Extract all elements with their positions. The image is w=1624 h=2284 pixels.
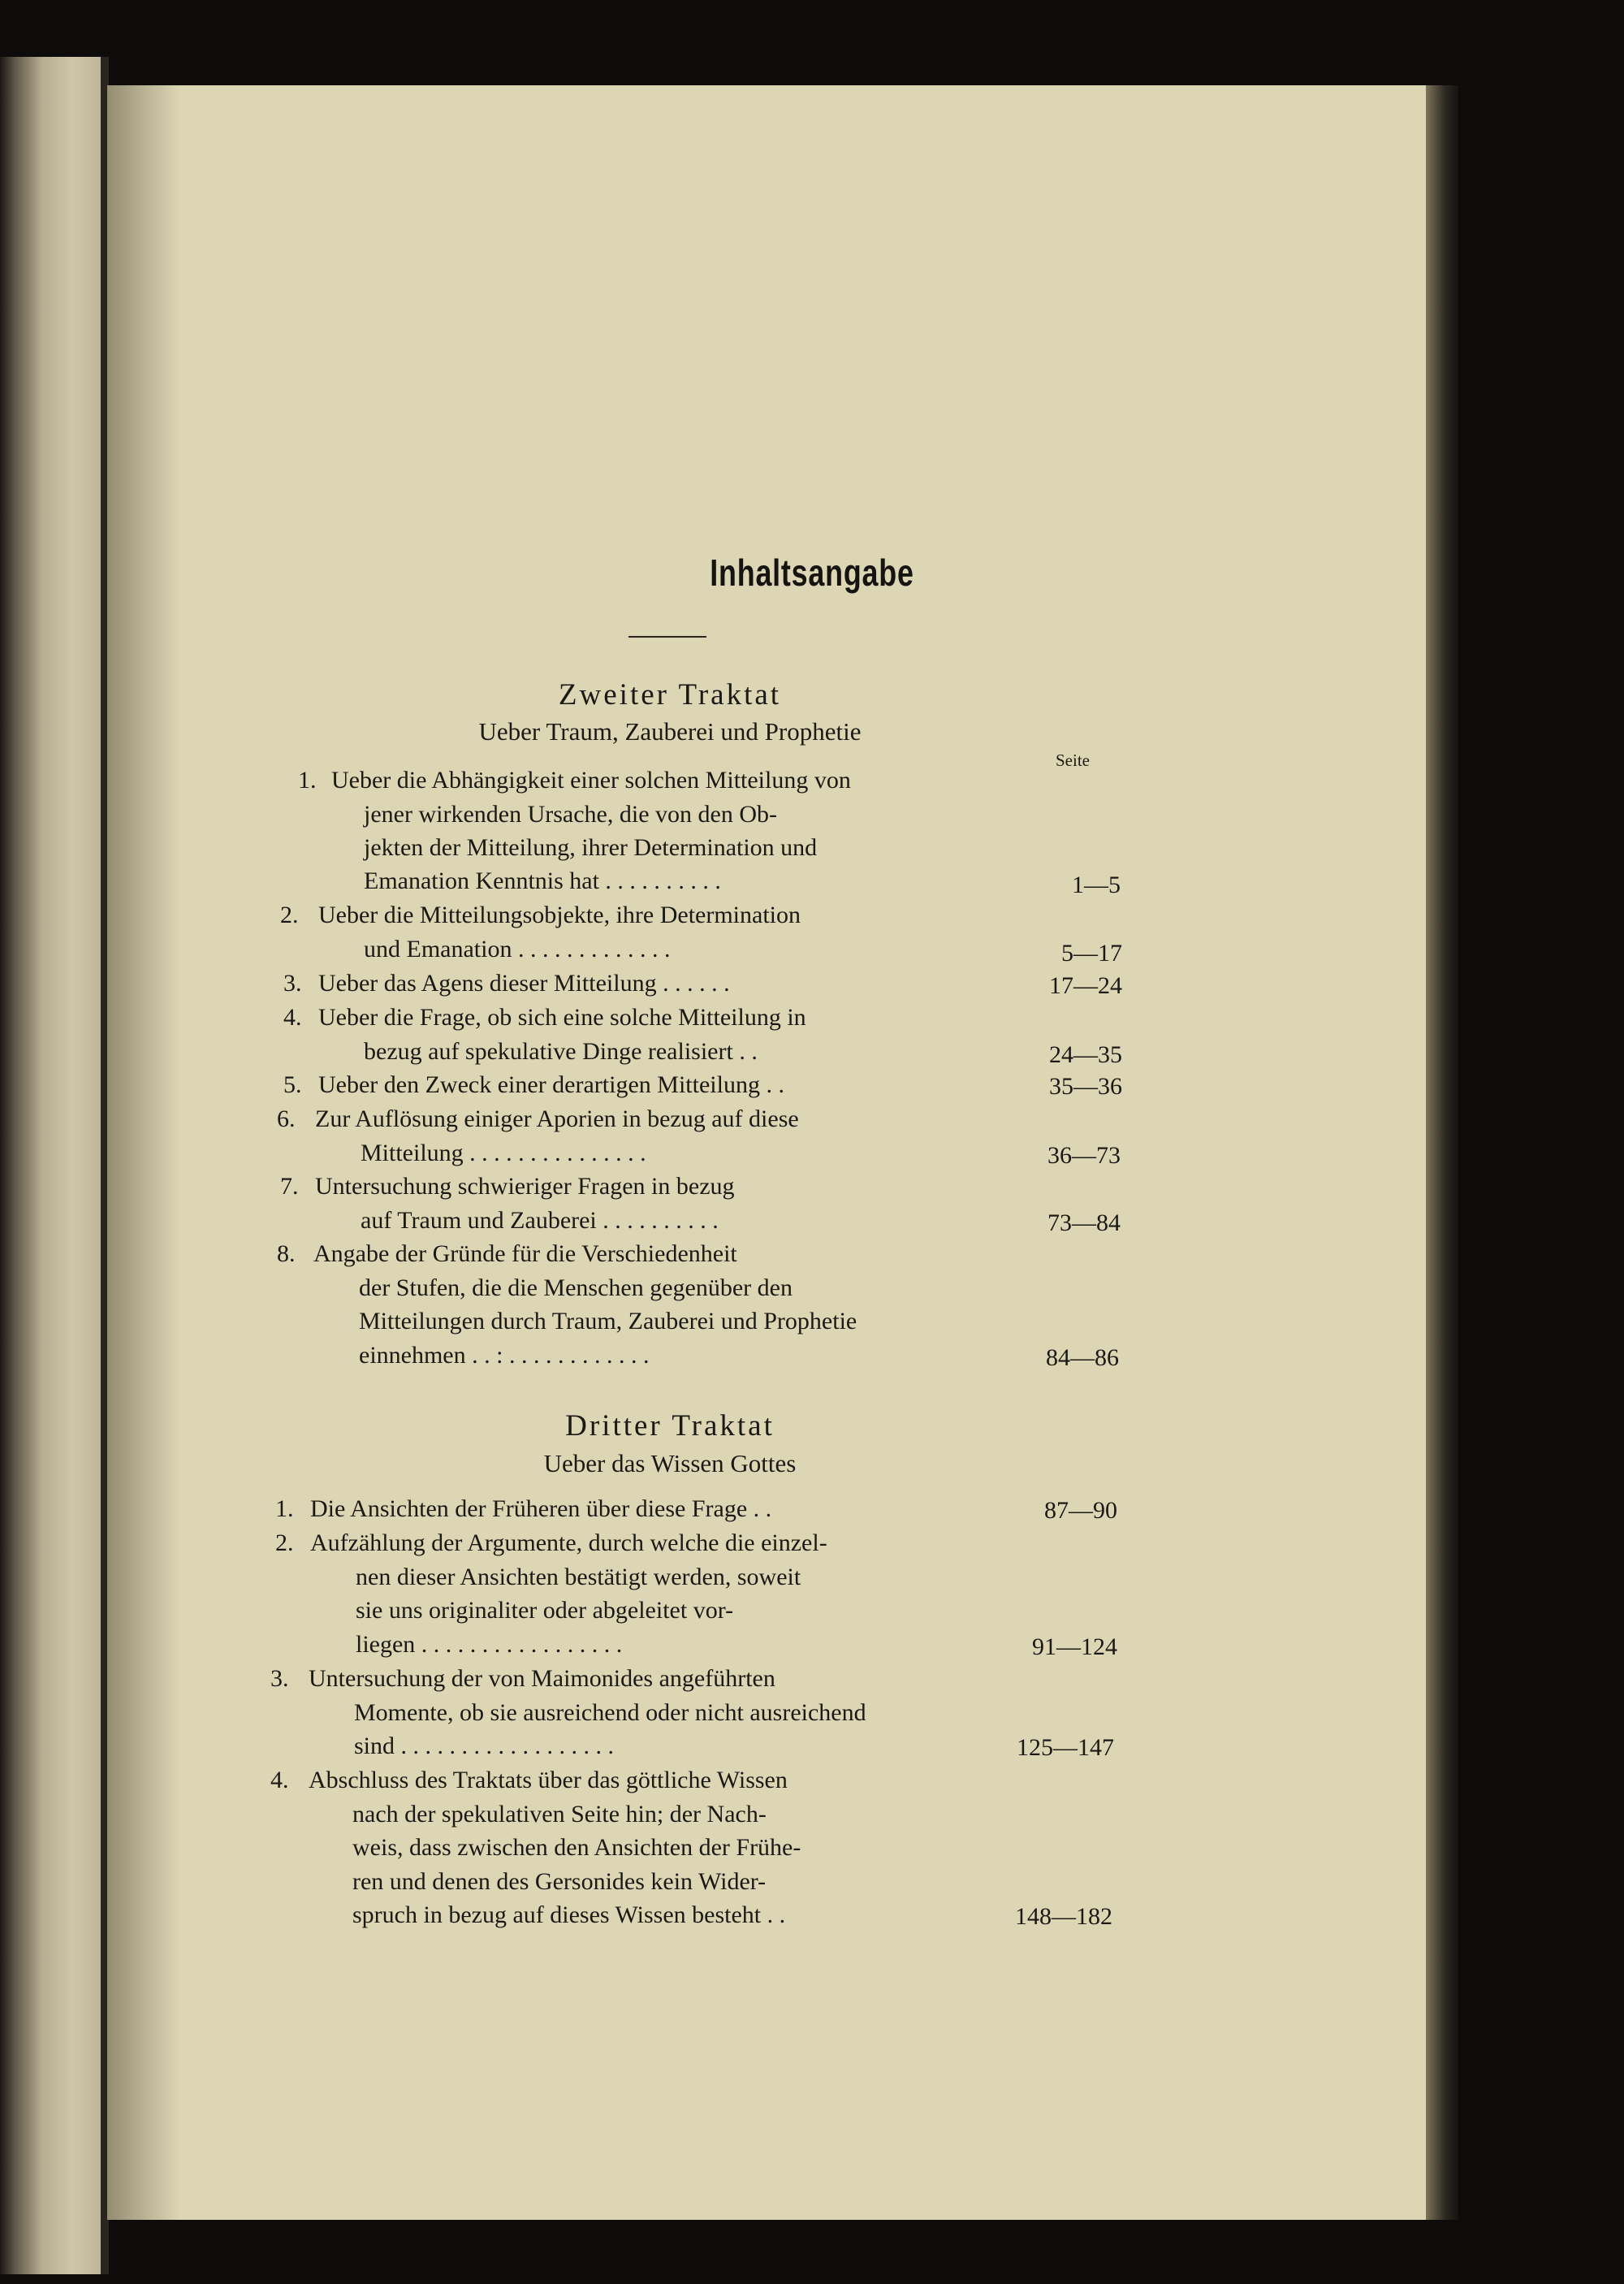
entry-line: und Emanation . . . . . . . . . . . . . (364, 936, 671, 962)
entry-pages: 125—147 (1017, 1734, 1114, 1761)
entry-line: Untersuchung schwieriger Fragen in bezug (315, 1173, 735, 1200)
entry-line: liegen . . . . . . . . . . . . . . . . . (356, 1631, 623, 1658)
title-rule (628, 636, 706, 638)
section-subtitle: Ueber das Wissen Gottes (543, 1449, 797, 1477)
entry-pages: 36—73 (1047, 1142, 1121, 1169)
entry-line: Ueber das Agens dieser Mitteilung . . . . . . (318, 970, 730, 997)
book-page (107, 85, 1426, 2220)
entry-line: spruch in bezug auf dieses Wissen besteht . . (352, 1901, 786, 1928)
entry-number: 4. (270, 1767, 289, 1793)
section-title: Dritter Traktat (565, 1409, 775, 1443)
entry-line: Emanation Kenntnis hat . . . . . . . . . . (364, 867, 721, 894)
entry-line: Zur Auflösung einiger Aporien in bezug auf diese (315, 1105, 799, 1132)
entry-pages: 73—84 (1047, 1209, 1121, 1236)
entry-pages: 91—124 (1032, 1633, 1117, 1660)
entry-pages: 148—182 (1015, 1903, 1112, 1930)
entry-line: der Stufen, die die Menschen gegenüber den (359, 1274, 793, 1301)
entry-line: Aufzählung der Argumente, durch welche die einzel- (310, 1529, 827, 1556)
entry-number: 2. (275, 1529, 294, 1556)
entry-pages: 87—90 (1044, 1497, 1117, 1524)
entry-number: 4. (283, 1004, 302, 1031)
entry-line: jener wirkenden Ursache, die von den Ob- (364, 801, 777, 828)
entry-number: 1. (298, 767, 317, 794)
entry-number: 2. (280, 902, 299, 928)
book-spine-edge (1426, 85, 1458, 2220)
entry-number: 6. (277, 1105, 296, 1132)
entry-line: weis, dass zwischen den Ansichten der Frühe- (352, 1834, 801, 1861)
entry-line: nach der spekulativen Seite hin; der Nach- (352, 1801, 767, 1828)
entry-pages: 35—36 (1049, 1073, 1122, 1100)
entry-line: sie uns originaliter oder abgeleitet vor- (356, 1597, 734, 1624)
entry-line: nen dieser Ansichten bestätigt werden, soweit (356, 1564, 801, 1590)
entry-line: auf Traum und Zauberei . . . . . . . . . . (361, 1207, 719, 1234)
entry-line: Die Ansichten der Früheren über diese Frage . . (310, 1495, 772, 1522)
entry-line: Angabe der Gründe für die Verschiedenheit (313, 1240, 737, 1267)
entry-number: 7. (280, 1173, 299, 1200)
section-subtitle: Ueber Traum, Zauberei und Prophetie (478, 717, 862, 746)
entry-pages: 17—24 (1049, 972, 1122, 999)
entry-line: ren und denen des Gersonides kein Wider- (352, 1868, 767, 1895)
page-gutter-shadow (107, 85, 180, 2220)
entry-line: sind . . . . . . . . . . . . . . . . . . (354, 1732, 615, 1759)
page-column-label: Seite (1056, 751, 1090, 770)
entry-line: jekten der Mitteilung, ihrer Determination und (364, 834, 818, 861)
page-title: Inhaltsangabe (710, 552, 914, 594)
entry-line: Abschluss des Traktats über das göttliche Wissen (309, 1767, 788, 1793)
facing-page-edge (0, 57, 104, 2274)
section-title: Zweiter Traktat (558, 678, 782, 712)
entry-line: bezug auf spekulative Dinge realisiert . . (364, 1038, 758, 1065)
entry-pages: 84—86 (1046, 1344, 1119, 1371)
entry-number: 8. (277, 1240, 296, 1267)
entry-line: Ueber den Zweck einer derartigen Mitteilung . . (318, 1071, 784, 1098)
entry-pages: 1—5 (1072, 872, 1121, 898)
entry-line: Ueber die Frage, ob sich eine solche Mitteilung in (318, 1004, 806, 1031)
entry-line: Momente, ob sie ausreichend oder nicht ausreichend (354, 1699, 866, 1726)
entry-line: Untersuchung der von Maimonides angeführten (309, 1665, 775, 1692)
entry-number: 3. (270, 1665, 289, 1692)
entry-line: Ueber die Abhängigkeit einer solchen Mitteilung von (331, 767, 851, 794)
entry-line: einnehmen . . : . . . . . . . . . . . . (359, 1342, 650, 1369)
entry-number: 5. (283, 1071, 302, 1098)
entry-number: 3. (283, 970, 302, 997)
entry-line: Ueber die Mitteilungsobjekte, ihre Determination (318, 902, 801, 928)
entry-number: 1. (275, 1495, 294, 1522)
entry-pages: 5—17 (1061, 940, 1122, 967)
entry-line: Mitteilungen durch Traum, Zauberei und Prophetie (359, 1308, 857, 1334)
entry-pages: 24—35 (1049, 1041, 1122, 1068)
entry-line: Mitteilung . . . . . . . . . . . . . . . (361, 1140, 646, 1166)
